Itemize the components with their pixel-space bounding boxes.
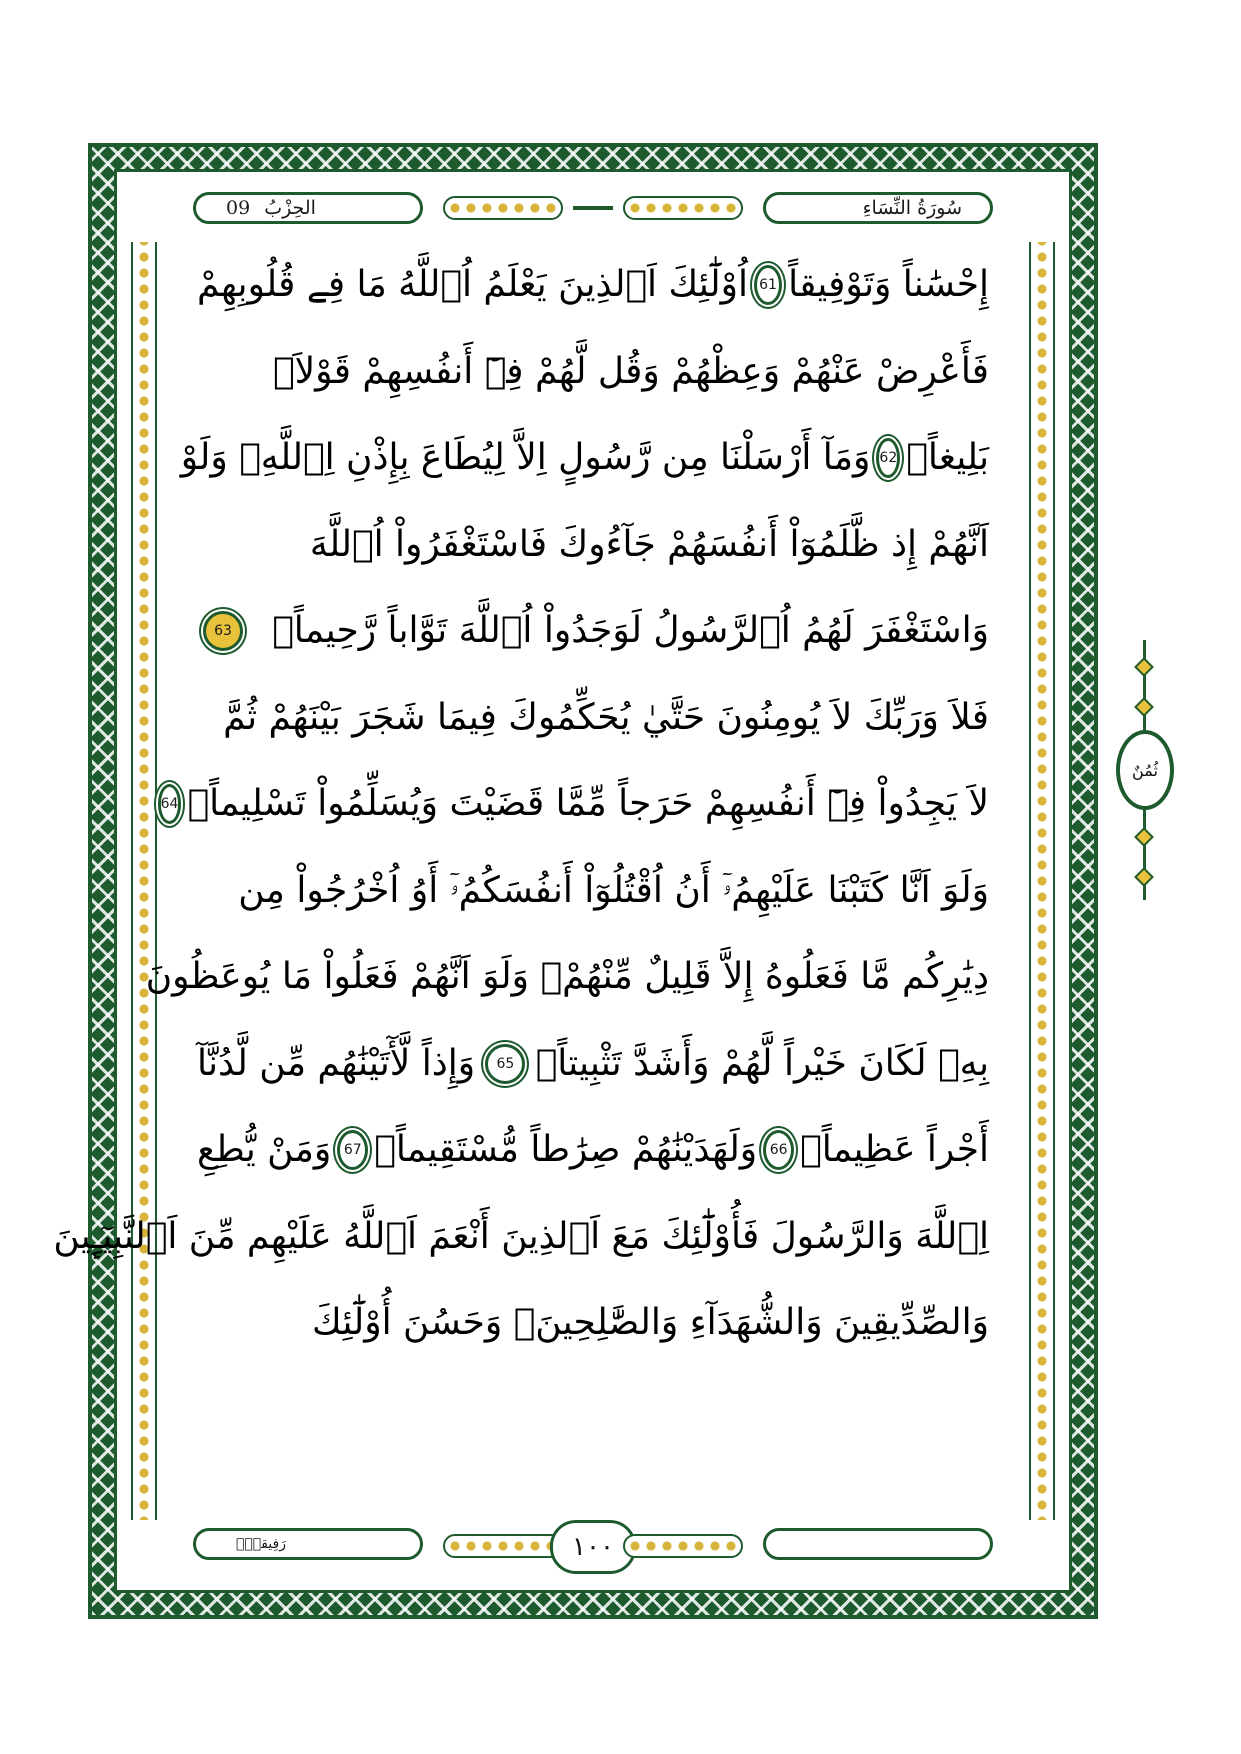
marker-diamond-top (1134, 657, 1154, 677)
text-line (145, 934, 989, 1021)
text-line (197, 1107, 989, 1194)
text-line (197, 242, 989, 329)
text-line (197, 588, 989, 675)
text-line (197, 1021, 989, 1108)
text-line (53, 1194, 989, 1281)
verse-text: بِهِۦ لَكَانَ خَيْراً لَّهُمْ وَأَشَدَّ تَثْبِيتاًۖ (535, 1042, 989, 1084)
verse-text: وَلَهَدَيْنَٰهُمْ صِرَٰطاً مُّسْتَقِيماًۖ (374, 1129, 758, 1171)
ayah-number-marker: 67 (337, 1130, 368, 1170)
text-line (197, 848, 989, 935)
verse-text: وَمَنْ يُّطِعِ (197, 1129, 332, 1171)
page-header (193, 188, 993, 228)
marker-diamond-upper (1134, 697, 1154, 717)
thumun-marker (1110, 640, 1180, 900)
marker-diamond-bottom (1134, 867, 1154, 887)
ayah-number-marker: 63 (203, 611, 243, 651)
page-frame (53, 143, 1098, 1619)
left-ornament-band (131, 242, 157, 1520)
footer-ornament-right (623, 1534, 743, 1558)
ayah-number-marker: 64 (158, 784, 182, 824)
right-ornament-band (1029, 242, 1055, 1520)
marker-diamond-lower (1134, 827, 1154, 847)
text-line (197, 675, 989, 762)
surah-name-box (763, 192, 993, 224)
thumun-label: ثُمُنٌ (1132, 760, 1158, 780)
header-divider (573, 206, 613, 210)
quran-text-area (53, 242, 989, 1508)
verse-text: وَاسْتَغْفَرَ لَهُمُ اُ۬لرَّسُولُ لَوَجَدُواْ اُ۬للَّهَ تَوَّاباً رَّحِيماًۖ (272, 610, 989, 652)
footer-ornament-left (443, 1534, 563, 1558)
hizb-number: 09 (226, 197, 251, 219)
text-line (197, 329, 989, 416)
verse-text: وَالصِّدِّيقِينَ وَالشُّهَدَآءِ وَالصَّٰلِحِينَۖ وَحَسُنَ أُوْلَٰٓئِكَ (312, 1302, 989, 1344)
surah-name: سُورَةُ النِّسَاءِ (862, 197, 962, 219)
verse-text: فَأَعْرِضْ عَنْهُمْ وَعِظْهُمْ وَقُل لَّهُمْ فِےٓ أَنفُسِهِمْ قَوْلاَۢ (272, 350, 989, 392)
ayah-number-marker: 62 (876, 438, 900, 478)
header-ornament-right (623, 196, 743, 220)
page-body (53, 169, 1072, 1593)
verse-text: اِ۬للَّهَ وَالرَّسُولَ فَأُوْلَٰٓئِكَ مَعَ اَ۬لذِينَ أَنْعَمَ اَ۬للَّهُ عَلَيْهِم مِّنَ اَ۬لنَّبِيٓـِٕينَ (53, 1215, 989, 1257)
verse-text: إِحْسَٰناً وَتَوْفِيقاً (788, 264, 989, 306)
verse-text: دِيَٰرِكُم مَّا فَعَلُوهُ إِلاَّ قَلِيلٌ مِّنْهُمْۖ وَلَوَ اَنَّهُمْ فَعَلُواْ مَا يُوعَظُونَ (145, 956, 989, 998)
page-footer (193, 1524, 993, 1568)
page-number: ١٠٠ (550, 1520, 636, 1574)
catchword: رَفِيقاًۖ (236, 1536, 286, 1552)
hizb-label: الحِزْبُ (264, 197, 316, 219)
verse-text: اَنَّهُمْ إِذ ظَّلَمُوٓاْ أَنفُسَهُمْ جَآءُوكَ فَاسْتَغْفَرُواْ اُ۬للَّهَ (309, 523, 989, 565)
marker-medallion (1116, 730, 1174, 810)
verse-text: وَإِذاً لَّأٓتَيْنَٰهُم مِّن لَّدُنَّآ (197, 1042, 476, 1084)
verse-text: لاَ يَجِدُواْ فِےٓ أَنفُسِهِمْ حَرَجاً مِّمَّا قَضَيْتَ وَيُسَلِّمُواْ تَسْلِيماًۖ (187, 783, 989, 825)
verse-text: وَلَوَ اَنَّا كَتَبْنَا عَلَيْهِمُۥٓ أَنُ اُقْتُلُوٓاْ أَنفُسَكُمُۥٓ أَوُ اُخْرُجُواْ مِن (238, 869, 989, 911)
ayah-number-marker: 61 (754, 265, 782, 305)
verse-text: اُوْلَٰٓئِكَ اَ۬لذِينَ يَعْلَمُ اُ۬للَّهُ مَا فِے قُلُوبِهِمْ (197, 264, 749, 306)
text-line (197, 502, 989, 589)
ayah-number-marker: 66 (763, 1130, 794, 1170)
ayah-number-marker: 65 (485, 1044, 525, 1084)
verse-text: بَلِيغاًۖ (906, 437, 989, 479)
catchword-box (193, 1528, 423, 1560)
verse-text: أَجْراً عَظِيماًۖ (800, 1129, 989, 1171)
verse-text: وَمَآ أَرْسَلْنَا مِن رَّسُولٍ اِلاَّ لِيُطَاعَ بِإِذْنِ اِ۬للَّهِۖ وَلَوْ (180, 437, 871, 479)
text-line (160, 761, 989, 848)
verse-text: فَلاَ وَرَبِّكَ لاَ يُومِنُونَ حَتَّيٰ يُحَكِّمُوكَ فِيمَا شَجَرَ بَيْنَهُمْ ثُمَّ (223, 696, 989, 738)
hizb-label-box (193, 192, 423, 224)
text-line (180, 415, 989, 502)
footer-right-box (763, 1528, 993, 1560)
header-ornament-left (443, 196, 563, 220)
text-line (197, 1280, 989, 1367)
